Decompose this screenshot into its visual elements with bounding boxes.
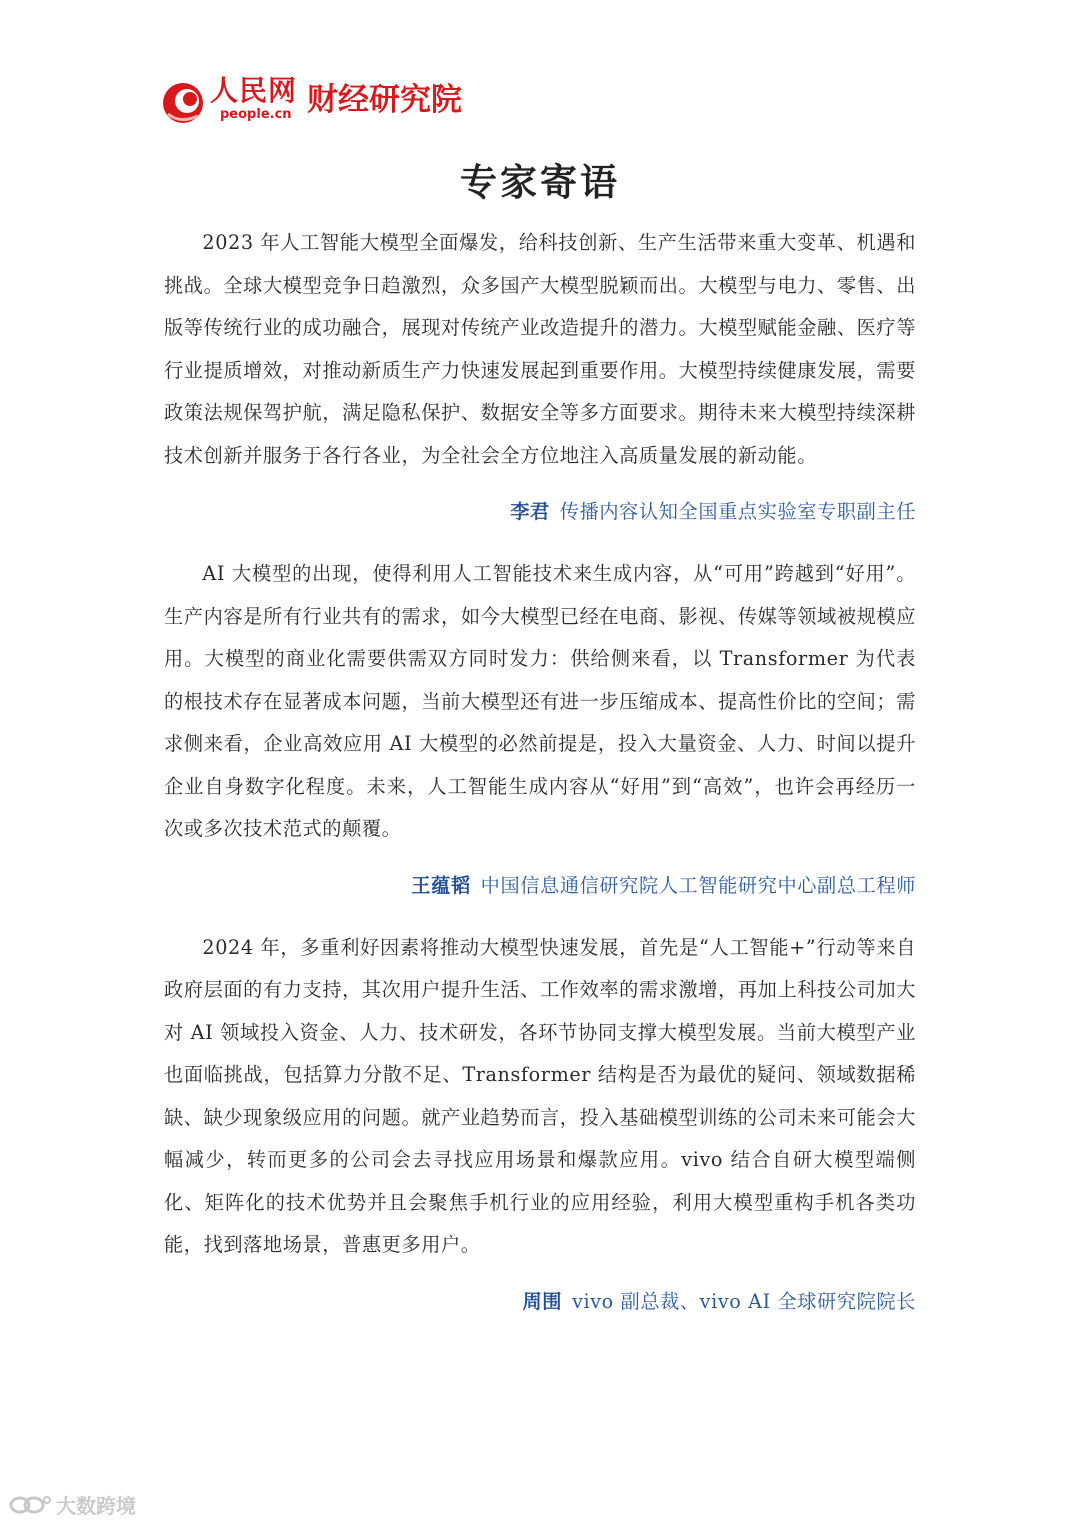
header bbox=[160, 74, 462, 134]
page-title: 专家寄语 bbox=[460, 161, 620, 204]
watermark-text: 大数跨境 bbox=[56, 1494, 136, 1518]
watermark bbox=[8, 1490, 136, 1519]
people-logo-icon bbox=[160, 80, 206, 126]
author-name-2: 王蕴韬 bbox=[411, 873, 471, 897]
expert-quote-1: 2023 年人工智能大模型全面爆发，给科技创新、生产生活带来重大变革、机遇和挑战。全球大模型竞争日趋激烈，众多国产大模型脱颖而出。大模型与电力、零售、出版等传统行业的成功融合，展现对传统产业改造提升的潜力。大模型赋能金融、医疗等行业提质增效，对推动新质生产力快速发展起到重要作用。大模型持续健康发展，需要政策法规保驾护航，满足隐私保护、数据安全等多方面要求。期待未来大模型持续深耕技术创新并服务于各行各业，为全社会全方位地注入高质量发展的新动能。 bbox=[164, 231, 916, 467]
signature-2 bbox=[164, 865, 916, 907]
author-title-3: vivo 副总裁、vivo AI 全球研究院院长 bbox=[572, 1289, 916, 1313]
logo-text bbox=[210, 74, 297, 122]
signature-1 bbox=[164, 491, 916, 533]
expert-quote-2: AI 大模型的出现，使得利用人工智能技术来生成内容，从“可用”跨越到“好用”。生产内容是所有行业共有的需求，如今大模型已经在电商、影视、传媒等领域被规模应用。大模型的商业化需要供需双方同时发力：供给侧来看，以 Transformer 为代表的根技术存在显著成本问题，当前大模型还有进一步压缩成本、提高性价比的空间；需求侧来看，企业高效应用 AI 大模型的必然前提是，投入大量资金、人力、时间以提升企业自身数字化程度。未来，人工智能生成内容从“好用”到“高效”，也许会再经历一次或多次技术范式的颠覆。 bbox=[164, 562, 916, 840]
expert-quote-3: 2024 年，多重利好因素将推动大模型快速发展，首先是“人工智能+”行动等来自政府层面的有力支持，其次用户提升生活、工作效率的需求激增，再加上科技公司加大对 AI 领域投入资金、人力、技术研发，各环节协同支撑大模型发展。当前大模型产业也面临挑战，包括算力分散不足、Transformer 结构是否为最优的疑问、领域数据稀缺、缺少现象级应用的问题。就产业趋势而言，投入基础模型训练的公司未来可能会大幅减少，转而更多的公司会去寻找应用场景和爆款应用。vivo 结合自研大模型端侧化、矩阵化的技术优势并且会聚焦手机行业的应用经验，利用大模型重构手机各类功能，找到落地场景，普惠更多用户。 bbox=[164, 935, 916, 1256]
brand-subtitle: 财经研究院 bbox=[307, 82, 463, 118]
content bbox=[164, 222, 916, 1343]
author-title-2: 中国信息通信研究院人工智能研究中心副总工程师 bbox=[480, 873, 916, 897]
author-title-1: 传播内容认知全国重点实验室专职副主任 bbox=[559, 500, 916, 523]
logo-en: people.cn bbox=[220, 107, 292, 122]
signature-3 bbox=[164, 1281, 916, 1323]
chain-link-icon bbox=[8, 1492, 52, 1518]
logo-cn: 人民网 bbox=[210, 74, 298, 107]
author-name-1: 李君 bbox=[510, 500, 550, 523]
author-name-3: 周围 bbox=[522, 1289, 563, 1313]
